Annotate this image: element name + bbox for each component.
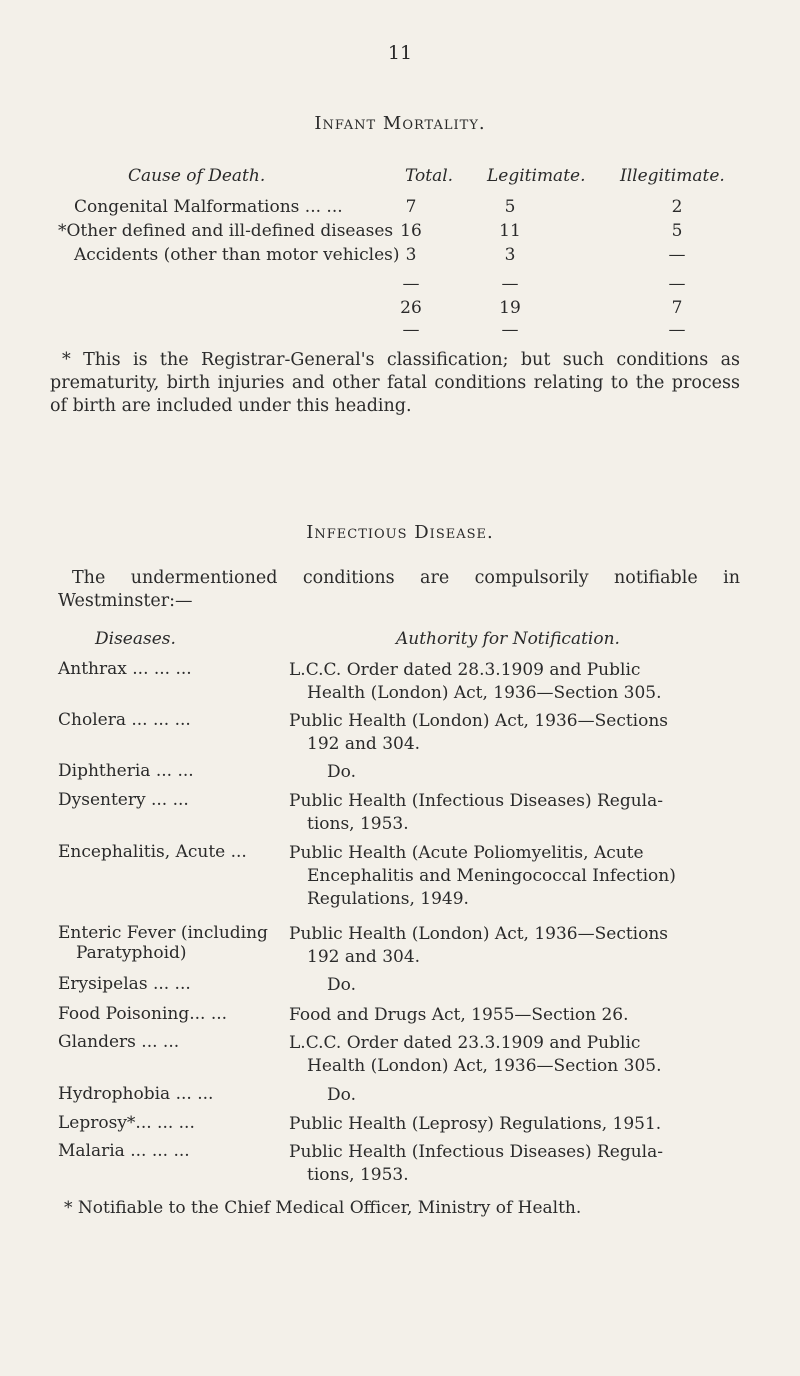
- authority-text: Public Health (London) Act, 1936—Sections 192 and 304.: [289, 711, 669, 754]
- col-header-legitimate: Legitimate.: [487, 166, 586, 186]
- col-header-diseases: Diseases.: [95, 629, 176, 649]
- col-header-total: Total.: [405, 166, 454, 186]
- authority-text: Do.: [327, 762, 356, 782]
- authority-text: Public Health (London) Act, 1936—Sections 192 and 304.: [289, 924, 669, 967]
- table-row-total: 16: [400, 221, 422, 241]
- table-row-legitimate: 3: [504, 245, 516, 265]
- total-value: 19: [499, 298, 521, 318]
- table-row-cause: Accidents (other than motor vehicles): [74, 245, 400, 265]
- disease-name: Dysentery ... ...: [58, 790, 189, 810]
- authority-text: Food and Drugs Act, 1955—Section 26.: [289, 1005, 629, 1025]
- authority-text: Public Health (Acute Poliomyelitis, Acute Encephalitis and Meningococcal Infection) Regulations, 1949.: [289, 843, 676, 909]
- total-rule: —: [402, 320, 420, 340]
- table-row-legitimate: 11: [499, 221, 521, 241]
- infant-mortality-footnote: * This is the Registrar-General's classification; but such conditions as prematurity, birth injuries and other fatal conditions relating to the process of birth are included under this heading.: [50, 350, 740, 416]
- total-rule: —: [668, 320, 686, 340]
- table-row-total: 7: [405, 197, 417, 217]
- disease-name: Enteric Fever (including Paratyphoid): [58, 923, 268, 963]
- authority-text: L.C.C. Order dated 28.3.1909 and Public Health (London) Act, 1936—Section 305.: [289, 660, 662, 703]
- authority-text: Public Health (Leprosy) Regulations, 1951.: [289, 1114, 662, 1134]
- total-rule: —: [402, 274, 420, 294]
- table-row-illegitimate: 2: [671, 197, 683, 217]
- col-header-authority: Authority for Notification.: [396, 629, 620, 649]
- total-rule: —: [501, 320, 519, 340]
- infectious-disease-footnote: * Notifiable to the Chief Medical Officer, Ministry of Health.: [64, 1198, 582, 1218]
- col-header-cause: Cause of Death.: [128, 166, 266, 186]
- disease-name: Cholera ... ... ...: [58, 710, 191, 730]
- col-header-illegitimate: Illegitimate.: [620, 166, 725, 186]
- table-row-illegitimate: 5: [671, 221, 683, 241]
- total-value: 26: [400, 298, 422, 318]
- disease-name: Erysipelas ... ...: [58, 974, 191, 994]
- total-rule: —: [668, 274, 686, 294]
- infectious-disease-intro: The undermentioned conditions are compulsorily notifiable in Westminster:—: [58, 568, 740, 611]
- authority-text: L.C.C. Order dated 23.3.1909 and Public Health (London) Act, 1936—Section 305.: [289, 1033, 662, 1076]
- disease-name: Anthrax ... ... ...: [58, 659, 192, 679]
- table-row-cause: *Other defined and ill-defined diseases: [58, 221, 394, 241]
- disease-name: Leprosy*... ... ...: [58, 1113, 195, 1133]
- table-row-total: 3: [405, 245, 417, 265]
- total-value: 7: [671, 298, 683, 318]
- table-row-illegitimate: —: [668, 245, 686, 265]
- total-rule: —: [501, 274, 519, 294]
- disease-name: Food Poisoning... ...: [58, 1004, 228, 1024]
- disease-name: Diphtheria ... ...: [58, 761, 194, 781]
- infectious-disease-heading: Infectious Disease.: [306, 522, 494, 543]
- authority-text: Public Health (Infectious Diseases) Regula- tions, 1953.: [289, 1142, 663, 1185]
- disease-name: Glanders ... ...: [58, 1032, 180, 1052]
- page-number: 11: [387, 42, 413, 64]
- disease-name: Encephalitis, Acute ...: [58, 842, 247, 862]
- disease-name: Malaria ... ... ...: [58, 1141, 190, 1161]
- authority-text: Public Health (Infectious Diseases) Regula- tions, 1953.: [289, 791, 663, 834]
- table-row-legitimate: 5: [504, 197, 516, 217]
- infant-mortality-heading: Infant Mortality.: [314, 113, 486, 134]
- authority-text: Do.: [327, 1085, 356, 1105]
- table-row-cause: Congenital Malformations ... ...: [74, 197, 343, 217]
- disease-name: Hydrophobia ... ...: [58, 1084, 214, 1104]
- authority-text: Do.: [327, 975, 356, 995]
